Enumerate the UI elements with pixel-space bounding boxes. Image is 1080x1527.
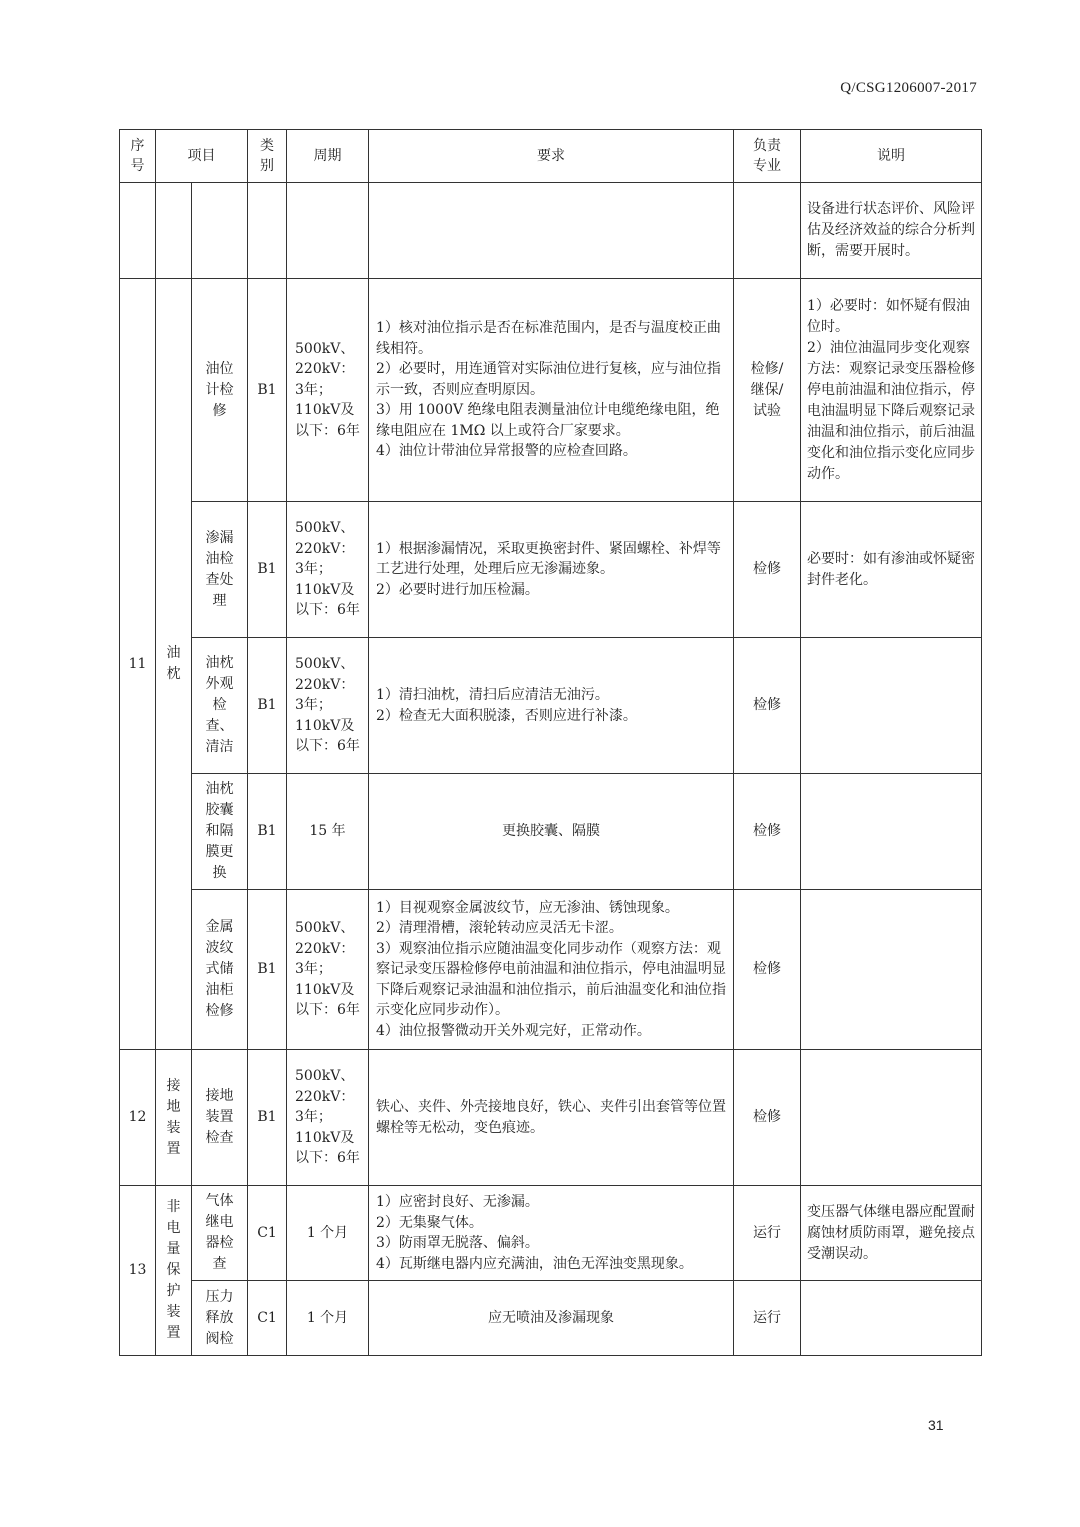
cell-period: 500kV、220kV：3年；110kV及以下：6年 <box>287 638 369 774</box>
cell-requirement: 应无喷油及渗漏现象 <box>369 1281 734 1356</box>
cell-note <box>801 774 982 890</box>
cell-responsible: 检修 <box>734 774 801 890</box>
cell-note <box>801 638 982 774</box>
table-row <box>120 502 982 638</box>
cell-requirement: 1）应密封良好、无渗漏。 2）无集聚气体。 3）防雨罩无脱落、偏斜。 4）瓦斯继电器内应充满油，油色无浑浊变黑现象。 <box>369 1186 734 1281</box>
table-row <box>120 1186 982 1281</box>
cell-category: C1 <box>248 1281 287 1356</box>
table-row <box>120 279 982 502</box>
cell-category: C1 <box>248 1186 287 1281</box>
cell-responsible: 运行 <box>734 1186 801 1281</box>
header-responsible: 负责专业 <box>734 130 801 183</box>
table-row <box>120 774 982 890</box>
section-11-seq: 11 <box>120 279 156 1050</box>
cell-item: 油枕胶囊和隔膜更换 <box>192 774 248 890</box>
table-row <box>120 890 982 1050</box>
cell-responsible: 检修/继保/试验 <box>734 279 801 502</box>
section-11-name: 油枕 <box>156 279 192 1050</box>
table-row <box>120 638 982 774</box>
cell-requirement: 1）目视观察金属波纹节，应无渗油、锈蚀现象。 2）清理滑槽，滚轮转动应灵活无卡涩。 3）观察油位指示应随油温变化同步动作（观察方法：观察记录变压器检修停电前油温和油位指示，停电油温明显下降后观察记录油温和油位指示，前后油温变化和油位指示变化应同步动作）。 4）油位报警微动开关外观完好，正常动作。 <box>369 890 734 1050</box>
section-13-name: 非电量保护装置 <box>156 1186 192 1356</box>
section-12-name: 接地装置 <box>156 1050 192 1186</box>
cell-item: 压力释放阀检 <box>192 1281 248 1356</box>
header-period: 周期 <box>287 130 369 183</box>
section-12-seq: 12 <box>120 1050 156 1186</box>
cell-category: B1 <box>248 502 287 638</box>
header-item: 项目 <box>156 130 248 183</box>
cell-category: B1 <box>248 1050 287 1186</box>
cell-responsible: 运行 <box>734 1281 801 1356</box>
section-13-seq: 13 <box>120 1186 156 1356</box>
maintenance-table <box>119 129 982 1356</box>
cell-note <box>801 890 982 1050</box>
table-row <box>120 1281 982 1356</box>
document-code: Q/CSG1206007-2017 <box>840 80 977 96</box>
cell-period: 15 年 <box>287 774 369 890</box>
header-requirement: 要求 <box>369 130 734 183</box>
cell-period: 500kV、220kV：3年；110kV及以下：6年 <box>287 502 369 638</box>
cell-period: 500kV、220kV：3年；110kV及以下：6年 <box>287 1050 369 1186</box>
cell-item: 接地装置检查 <box>192 1050 248 1186</box>
page-number: 31 <box>928 1417 944 1433</box>
cell-note: 变压器气体继电器应配置耐腐蚀材质防雨罩，避免接点受潮误动。 <box>801 1186 982 1281</box>
cell-category: B1 <box>248 279 287 502</box>
header-category: 类别 <box>248 130 287 183</box>
table-row <box>120 1050 982 1186</box>
cell-period: 500kV、220kV：3年；110kV及以下：6年 <box>287 279 369 502</box>
cell-responsible: 检修 <box>734 890 801 1050</box>
cell-category: B1 <box>248 638 287 774</box>
cell-period: 500kV、220kV：3年；110kV及以下：6年 <box>287 890 369 1050</box>
cell-note <box>801 1050 982 1186</box>
cell-requirement: 1）根据渗漏情况，采取更换密封件、紧固螺栓、补焊等工艺进行处理，处理后应无渗漏迹象。 2）必要时进行加压检漏。 <box>369 502 734 638</box>
cell-period: 1 个月 <box>287 1186 369 1281</box>
header-seq: 序号 <box>120 130 156 183</box>
cell-item: 金属波纹式储油柜检修 <box>192 890 248 1050</box>
cell-item: 渗漏油检查处理 <box>192 502 248 638</box>
cell-note: 必要时：如有渗油或怀疑密封件老化。 <box>801 502 982 638</box>
cell-requirement: 1）核对油位指示是否在标准范围内，是否与温度校正曲线相符。 2）必要时，用连通管对实际油位进行复核，应与油位指示一致，否则应查明原因。 3）用 1000V 绝缘电阻表测量油位计电缆绝缘电阻，绝缘电阻应在 1MΩ 以上或符合厂家要求。 4）油位计带油位异常报警的应检查回路。 <box>369 279 734 502</box>
cell-responsible: 检修 <box>734 502 801 638</box>
cell-responsible: 检修 <box>734 638 801 774</box>
table-row-continued <box>120 183 982 279</box>
cell-note: 1）必要时：如怀疑有假油位时。 2）油位油温同步变化观察方法：观察记录变压器检修停电前油温和油位指示，停电油温明显下降后观察记录油温和油位指示，前后油温变化和油位指示变化应同步动作。 <box>801 279 982 502</box>
cell-category: B1 <box>248 774 287 890</box>
cell-note <box>801 1281 982 1356</box>
cell-responsible: 检修 <box>734 1050 801 1186</box>
cell-requirement: 铁心、夹件、外壳接地良好，铁心、夹件引出套管等位置螺栓等无松动，变色痕迹。 <box>369 1050 734 1186</box>
table-header-row <box>120 130 982 183</box>
cell-requirement: 1）清扫油枕，清扫后应清洁无油污。 2）检查无大面积脱漆，否则应进行补漆。 <box>369 638 734 774</box>
cell-category: B1 <box>248 890 287 1050</box>
cell-item: 气体继电器检查 <box>192 1186 248 1281</box>
cell-note: 设备进行状态评价、风险评估及经济效益的综合分析判断，需要开展时。 <box>801 183 982 279</box>
cell-requirement: 更换胶囊、隔膜 <box>369 774 734 890</box>
cell-item: 油位计检修 <box>192 279 248 502</box>
cell-item: 油枕外观检查、清洁 <box>192 638 248 774</box>
header-note: 说明 <box>801 130 982 183</box>
cell-period: 1 个月 <box>287 1281 369 1356</box>
